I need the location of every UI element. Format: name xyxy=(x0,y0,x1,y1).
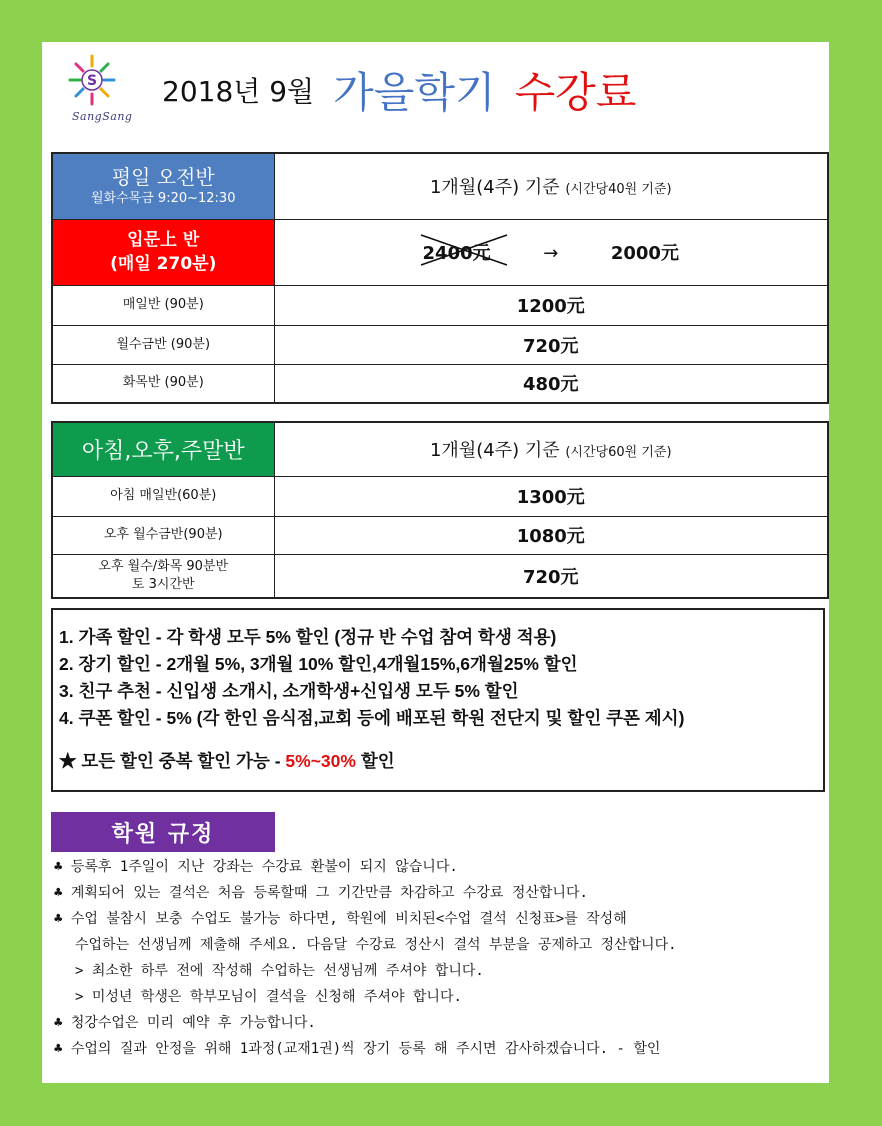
intro-price-cell xyxy=(274,219,828,285)
row-label-line-1: 오후 월수/화목 90분반 xyxy=(98,558,229,574)
row-price: 1080元 xyxy=(274,516,828,554)
rule-line: ♣ 수업 불참시 보충 수업도 불가능 하다면, 학원에 비치된<수업 결석 신청표>를 작성해 xyxy=(54,911,627,927)
old-price-text: 2400元 xyxy=(422,243,491,264)
intro-label-2: (매일 270분) xyxy=(110,254,217,274)
basis-text: 1개월(4주) 기준 xyxy=(429,177,560,199)
table-row xyxy=(52,364,828,403)
table-row xyxy=(52,325,828,364)
row-label: 화목반 (90분) xyxy=(52,364,274,403)
title-fee: 수강료 xyxy=(514,68,637,117)
table-row xyxy=(52,285,828,325)
row-price: 1300元 xyxy=(274,476,828,516)
header-time: 월화수목금 9:20~12:30 xyxy=(91,191,236,207)
row-price: 720元 xyxy=(274,554,828,598)
header-title: 평일 오전반 xyxy=(111,165,215,190)
title-season: 가을학기 xyxy=(333,68,496,117)
row-label: 아침 매일반(60분) xyxy=(52,476,274,516)
rule-line: ♣ 등록후 1주일이 지난 강좌는 수강료 환불이 되지 않습니다. xyxy=(54,859,458,875)
old-price xyxy=(423,239,491,265)
row-label: 매일반 (90분) xyxy=(52,285,274,325)
strike-cross-icon xyxy=(419,233,509,267)
rule-line: ♣ 청강수업은 미리 예약 후 가능합니다. xyxy=(54,1015,316,1031)
other-classes-header: 아침,오후,주말반 xyxy=(52,422,274,476)
table-row xyxy=(52,476,828,516)
arrow-icon: → xyxy=(543,243,559,264)
logo-text: SangSang xyxy=(72,110,133,123)
title-year-month: 2018년 9월 xyxy=(162,75,315,108)
discount-item: 2. 장기 할인 - 2개월 5%, 3개월 10% 할인,4개월15%,6개월25% 할인 xyxy=(59,654,578,674)
new-price: 2000元 xyxy=(610,243,679,264)
row-label: 월수금반 (90분) xyxy=(52,325,274,364)
discount-item: 4. 쿠폰 할인 - 5% (각 한인 음식점,교회 등에 배포된 학원 전단지 및 할인 쿠폰 제시) xyxy=(59,708,685,728)
rule-line: > 미성년 학생은 학부모님이 결석을 신청해 주셔야 합니다. xyxy=(75,989,462,1005)
basis-cell xyxy=(274,153,828,219)
basis-note: (시간당60원 기준) xyxy=(565,445,672,461)
weekday-morning-fee-table xyxy=(51,152,829,404)
table-header-row xyxy=(52,422,828,476)
rule-line: ♣ 계획되어 있는 결석은 처음 등록할때 그 기간만큼 차감하고 수강료 정산합니다. xyxy=(54,885,588,901)
sangsang-logo xyxy=(56,52,133,123)
row-price: 480元 xyxy=(274,364,828,403)
table-header-row xyxy=(52,153,828,219)
basis-note: (시간당40원 기준) xyxy=(565,182,672,198)
basis-text: 1개월(4주) 기준 xyxy=(429,440,560,462)
other-classes-fee-table xyxy=(51,421,829,599)
table-row xyxy=(52,554,828,598)
intro-class-header xyxy=(52,219,274,285)
flyer-sheet xyxy=(42,42,829,1083)
row-label xyxy=(52,554,274,598)
stacking-note-range: 5%~30% xyxy=(285,751,356,771)
rules-heading: 학원 규정 xyxy=(51,812,275,852)
row-label: 오후 월수금반(90분) xyxy=(52,516,274,554)
intro-row xyxy=(52,219,828,285)
sun-icon xyxy=(56,52,128,110)
discount-box xyxy=(51,608,825,792)
logo-letter: S xyxy=(86,73,98,89)
weekday-morning-header xyxy=(52,153,274,219)
discount-item: 1. 가족 할인 - 각 학생 모두 5% 할인 (정규 반 수업 참여 학생 적용) xyxy=(59,627,557,647)
page-title xyxy=(162,60,636,120)
rule-line: > 최소한 하루 전에 작성해 수업하는 선생님께 주셔야 합니다. xyxy=(75,963,484,979)
row-label-line-2: 토 3시간반 xyxy=(131,576,195,592)
basis-cell xyxy=(274,422,828,476)
intro-label-1: 입문上 반 xyxy=(127,230,200,250)
stacking-note xyxy=(59,748,817,773)
rule-line: ♣ 수업의 질과 안정을 위해 1과정(교재1권)씩 장기 등록 해 주시면 감사하겠습니다. - 할인 xyxy=(54,1041,661,1057)
stacking-note-suffix: 할인 xyxy=(360,751,395,771)
table-row xyxy=(52,516,828,554)
row-price: 1200元 xyxy=(274,285,828,325)
row-price: 720元 xyxy=(274,325,828,364)
rule-line: 수업하는 선생님께 제출해 주세요. 다음달 수강료 정산시 결석 부분을 공제하고 정산합니다. xyxy=(75,937,677,953)
stacking-note-prefix: ★ 모든 할인 중복 할인 가능 - xyxy=(59,751,286,771)
rules-list xyxy=(54,854,677,1062)
discount-item: 3. 친구 추천 - 신입생 소개시, 소개학생+신입생 모두 5% 할인 xyxy=(59,681,519,701)
